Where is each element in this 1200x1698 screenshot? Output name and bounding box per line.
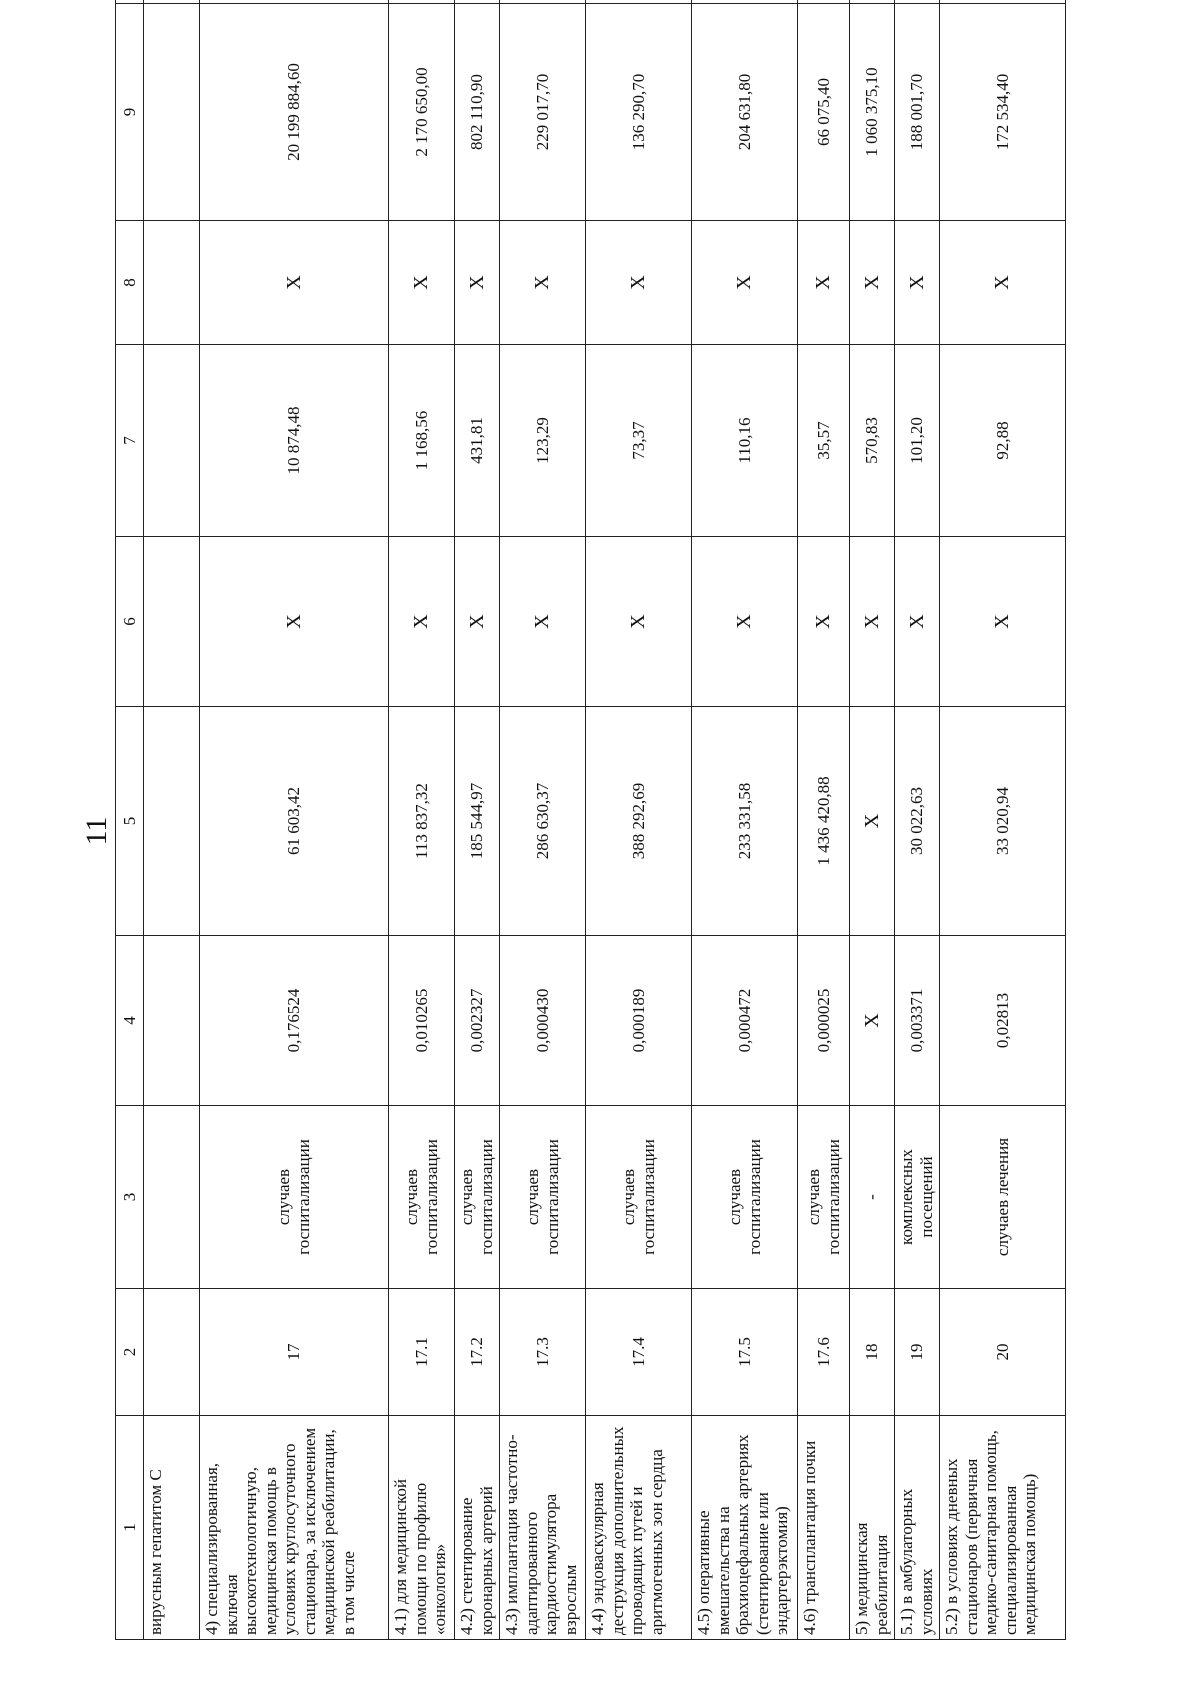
table-cell: [144, 1106, 200, 1289]
table-cell: 0,000472: [692, 936, 798, 1106]
row-label: 4.6) трансплантация почки: [798, 1416, 850, 1640]
table-cell: случаев госпитализации: [500, 1106, 586, 1289]
table-cell: 17.5: [692, 1289, 798, 1416]
table-cell: Х: [692, 221, 798, 345]
table-cell: -: [850, 1106, 895, 1289]
table-cell: 33 020,94: [940, 707, 1066, 936]
table-cell: [940, 0, 1066, 4]
table-cell: [144, 221, 200, 345]
financial-table: [115, 0, 1066, 1640]
table-cell: 20: [940, 1289, 1066, 1416]
table-row: [389, 0, 455, 1640]
table-row: [200, 0, 389, 1640]
table-cell: Х: [586, 537, 692, 707]
page-number: 11: [80, 816, 113, 846]
table-cell: Х: [586, 221, 692, 345]
table-cell: [144, 4, 200, 221]
row-label: 4.1) для медицинской помощи по профилю «онкология»: [389, 1416, 455, 1640]
table-cell: Х: [200, 221, 389, 345]
table-cell: 388 292,69: [586, 707, 692, 936]
table-cell: 17.1: [389, 1289, 455, 1416]
row-label: 4.5) оперативные вмешательства на брахиоцефальных артериях (стентирование или эндартерэктомия): [692, 1416, 798, 1640]
table-cell: [895, 0, 940, 4]
row-label: 5) медицинская реабилитация: [850, 1416, 895, 1640]
table-cell: Х: [895, 221, 940, 345]
table-cell: [692, 0, 798, 4]
table-cell: случаев госпитализации: [798, 1106, 850, 1289]
header-cell-5: 5: [116, 707, 144, 936]
table-row: [692, 0, 798, 1640]
table-cell: [389, 0, 455, 4]
header-cell-4: 4: [116, 936, 144, 1106]
table-cell: [500, 0, 586, 4]
table-row: [940, 0, 1066, 1640]
table-cell: Х: [389, 537, 455, 707]
header-cell-10: [116, 0, 144, 4]
table-cell: 61 603,42: [200, 707, 389, 936]
table-cell: 1 168,56: [389, 345, 455, 537]
table-cell: 0,000025: [798, 936, 850, 1106]
table-cell: Х: [200, 537, 389, 707]
table-cell: Х: [455, 537, 500, 707]
table-cell: 0,002327: [455, 936, 500, 1106]
table-cell: [144, 707, 200, 936]
table-cell: комплексных посещений: [895, 1106, 940, 1289]
header-cell-8: 8: [116, 221, 144, 345]
table-cell: 0,02813: [940, 936, 1066, 1106]
table-cell: 92,88: [940, 345, 1066, 537]
header-row: [116, 0, 144, 1640]
table-cell: 0,010265: [389, 936, 455, 1106]
row-label: 4) специализированная, включая высокотехнологичную, медицинская помощь в условиях круглосуточного стационара, за исключением медицинской реабилитации, в том числе: [200, 1416, 389, 1640]
table-cell: 17.4: [586, 1289, 692, 1416]
table-cell: случаев госпитализации: [586, 1106, 692, 1289]
table-cell: Х: [692, 537, 798, 707]
table-row: [850, 0, 895, 1640]
table-cell: [850, 0, 895, 4]
table-cell: [798, 0, 850, 4]
table-cell: 18: [850, 1289, 895, 1416]
table-cell: 136 290,70: [586, 4, 692, 221]
table-cell: 172 534,40: [940, 4, 1066, 221]
table-cell: Х: [389, 221, 455, 345]
table-cell: [200, 0, 389, 4]
table-cell: 1 060 375,10: [850, 4, 895, 221]
row-label: 5.1) в амбулаторных условиях: [895, 1416, 940, 1640]
table-cell: 0,003371: [895, 936, 940, 1106]
table-cell: Х: [850, 221, 895, 345]
table-cell: 19: [895, 1289, 940, 1416]
table-cell: 17.3: [500, 1289, 586, 1416]
table-cell: [144, 936, 200, 1106]
table-cell: Х: [500, 221, 586, 345]
table-cell: 30 022,63: [895, 707, 940, 936]
table-cell: 229 017,70: [500, 4, 586, 221]
table-cell: Х: [895, 537, 940, 707]
table-cell: 570,83: [850, 345, 895, 537]
table-cell: 233 331,58: [692, 707, 798, 936]
table-cell: 101,20: [895, 345, 940, 537]
table-cell: 17.6: [798, 1289, 850, 1416]
table-cell: 113 837,32: [389, 707, 455, 936]
table-cell: 20 199 884,60: [200, 4, 389, 221]
table-cell: 35,57: [798, 345, 850, 537]
table-cell: Х: [798, 537, 850, 707]
table-cell: 185 544,97: [455, 707, 500, 936]
table-cell: [455, 0, 500, 4]
table-cell: Х: [850, 537, 895, 707]
table-cell: 431,81: [455, 345, 500, 537]
table-cell: Х: [500, 537, 586, 707]
table-cell: Х: [850, 936, 895, 1106]
table-row: [586, 0, 692, 1640]
table-cell: [586, 0, 692, 4]
header-cell-2: 2: [116, 1289, 144, 1416]
table-cell: [144, 1289, 200, 1416]
table-cell: Х: [798, 221, 850, 345]
table-cell: 286 630,37: [500, 707, 586, 936]
row-label: вирусным гепатитом С: [144, 1416, 200, 1640]
table-cell: Х: [940, 221, 1066, 345]
table-row: [144, 0, 200, 1640]
header-cell-9: 9: [116, 4, 144, 221]
table-cell: случаев лечения: [940, 1106, 1066, 1289]
table-cell: 17: [200, 1289, 389, 1416]
table-cell: 73,37: [586, 345, 692, 537]
table-cell: [144, 537, 200, 707]
table-cell: 0,176524: [200, 936, 389, 1106]
table-row: [798, 0, 850, 1640]
table-cell: 2 170 650,00: [389, 4, 455, 221]
table-cell: 0,000430: [500, 936, 586, 1106]
row-label: 5.2) в условиях дневных стационаров (первичная медико-санитарная помощь, специализированная медицинская помощь): [940, 1416, 1066, 1640]
table-row: [455, 0, 500, 1640]
table-cell: случаев госпитализации: [455, 1106, 500, 1289]
table-cell: случаев госпитализации: [692, 1106, 798, 1289]
row-label: 4.4) эндоваскулярная деструкция дополнительных проводящих путей и аритмогенных зон сердца: [586, 1416, 692, 1640]
table-cell: [144, 345, 200, 537]
table-cell: 0,000189: [586, 936, 692, 1106]
table-cell: 1 436 420,88: [798, 707, 850, 936]
table-cell: Х: [455, 221, 500, 345]
table-cell: [144, 0, 200, 4]
header-cell-7: 7: [116, 345, 144, 537]
table-cell: 123,29: [500, 345, 586, 537]
row-label: 4.3) имплантация частотно-адаптированного кардиостимулятора взрослым: [500, 1416, 586, 1640]
table-cell: 66 075,40: [798, 4, 850, 221]
table-row: [895, 0, 940, 1640]
table-cell: Х: [940, 537, 1066, 707]
table-cell: 188 001,70: [895, 4, 940, 221]
rotated-table-wrapper: [115, 51, 1075, 1640]
table-cell: 17.2: [455, 1289, 500, 1416]
table-cell: 10 874,48: [200, 345, 389, 537]
table-cell: случаев госпитализации: [200, 1106, 389, 1289]
table-cell: Х: [850, 707, 895, 936]
table-cell: 204 631,80: [692, 4, 798, 221]
table-cell: 110,16: [692, 345, 798, 537]
table-row: [500, 0, 586, 1640]
header-cell-3: 3: [116, 1106, 144, 1289]
header-cell-6: 6: [116, 537, 144, 707]
table-cell: случаев госпитализации: [389, 1106, 455, 1289]
header-cell-1: 1: [116, 1416, 144, 1640]
row-label: 4.2) стентирование коронарных артерий: [455, 1416, 500, 1640]
table-cell: 802 110,90: [455, 4, 500, 221]
